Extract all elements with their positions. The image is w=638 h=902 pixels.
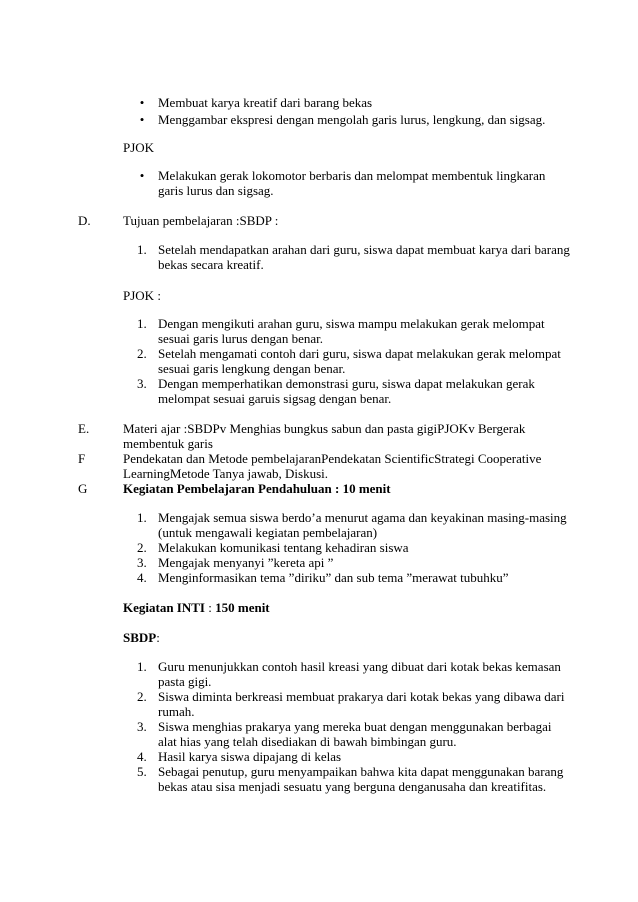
kegiatan-inti-separator: : bbox=[204, 600, 216, 615]
list-item: • Membuat karya kreatif dari barang bekas bbox=[158, 95, 573, 112]
list-item: 2. Melakukan komunikasi tentang kehadiran siswa bbox=[137, 540, 409, 555]
bullet-icon: • bbox=[139, 168, 145, 183]
list-item: 1. Mengajak semua siswa berdo’a menurut agama dan keyakinan masing-masing (untuk mengawali kegiatan pembelajaran) bbox=[137, 510, 567, 540]
bullet-icon: • bbox=[139, 112, 145, 127]
kegiatan-inti-label: Kegiatan INTI bbox=[123, 600, 205, 615]
list-item: 1. Setelah mendapatkan arahan dari guru, siswa dapat membuat karya dari barang bekas secara kreatif. bbox=[137, 242, 570, 272]
list-item: • Menggambar ekspresi dengan mengolah garis lurus, lengkung, dan sigsag. bbox=[158, 112, 573, 127]
list-item: 3. Mengajak menyanyi ”kereta api ” bbox=[137, 555, 334, 570]
materi-ajar-text: Materi ajar :SBDPv Menghias bungkus sabun dan pasta gigiPJOKv Bergerak membentuk garis bbox=[123, 421, 526, 451]
pendekatan-metode-text: Pendekatan dan Metode pembelajaranPendekatan ScientificStrategi Cooperative LearningMetode Tanya jawab, Diskusi. bbox=[123, 451, 542, 481]
section-d-heading: Tujuan pembelajaran :SBDP : bbox=[123, 213, 279, 228]
pendahuluan-list bbox=[137, 510, 573, 585]
sbdp-competency-bullets bbox=[139, 95, 573, 127]
pjok-objectives-list bbox=[137, 316, 573, 406]
kegiatan-inti-sbdp-list bbox=[137, 659, 573, 794]
list-item: 1. Dengan mengikuti arahan guru, siswa mampu melakukan gerak melompat sesuai garis lurus dengan benar. bbox=[137, 316, 545, 346]
list-item: 2. Setelah mengamati contoh dari guru, siswa dapat melakukan gerak melompat sesuai garis lengkung dengan benar. bbox=[137, 346, 561, 376]
pjok-objectives-heading: PJOK : bbox=[123, 288, 161, 303]
pjok-heading: PJOK bbox=[123, 140, 155, 155]
section-letter-g: G bbox=[78, 481, 88, 496]
section-letter-d: D. bbox=[78, 213, 91, 228]
list-item: • Melakukan gerak lokomotor berbaris dan melompat membentuk lingkaran garis lurus dan sigsag. bbox=[158, 168, 573, 198]
sbdp-inti-label: SBDP bbox=[123, 630, 157, 645]
sbdp-inti-heading bbox=[123, 630, 160, 645]
list-item: 3. Siswa menghias prakarya yang mereka buat dengan menggunakan berbagai alat hias yang telah disediakan di bawah bimbingan guru. bbox=[137, 719, 552, 749]
list-item: 2. Siswa diminta berkreasi membuat prakarya dari kotak bekas yang dibawa dari rumah. bbox=[137, 689, 565, 719]
list-item: 4. Hasil karya siswa dipajang di kelas bbox=[137, 749, 342, 764]
list-item: 4. Menginformasikan tema ”diriku” dan sub tema ”merawat tubuhku” bbox=[137, 570, 509, 585]
pjok-competency-bullets bbox=[139, 168, 573, 198]
sbdp-inti-colon: : bbox=[156, 630, 160, 645]
section-letter-f: F bbox=[78, 451, 86, 466]
kegiatan-inti-duration: 150 menit bbox=[215, 600, 270, 615]
list-item: 5. Sebagai penutup, guru menyampaikan bahwa kita dapat menggunakan barang bekas atau sisa menjadi sesuatu yang berguna denganusaha dan kreatifitas. bbox=[137, 764, 564, 794]
list-item: 3. Dengan memperhatikan demonstrasi guru, siswa dapat melakukan gerak melompat sesuai garuis sigsag dengan benar. bbox=[137, 376, 535, 406]
sbdp-objectives-list bbox=[137, 242, 573, 272]
kegiatan-inti-heading bbox=[123, 600, 270, 615]
bullet-icon: • bbox=[139, 95, 145, 110]
section-letter-e: E. bbox=[78, 421, 90, 436]
pendahuluan-heading: Kegiatan Pembelajaran Pendahuluan : 10 menit bbox=[123, 481, 391, 496]
list-item: 1. Guru menunjukkan contoh hasil kreasi yang dibuat dari kotak bekas kemasan pasta gigi. bbox=[137, 659, 561, 689]
